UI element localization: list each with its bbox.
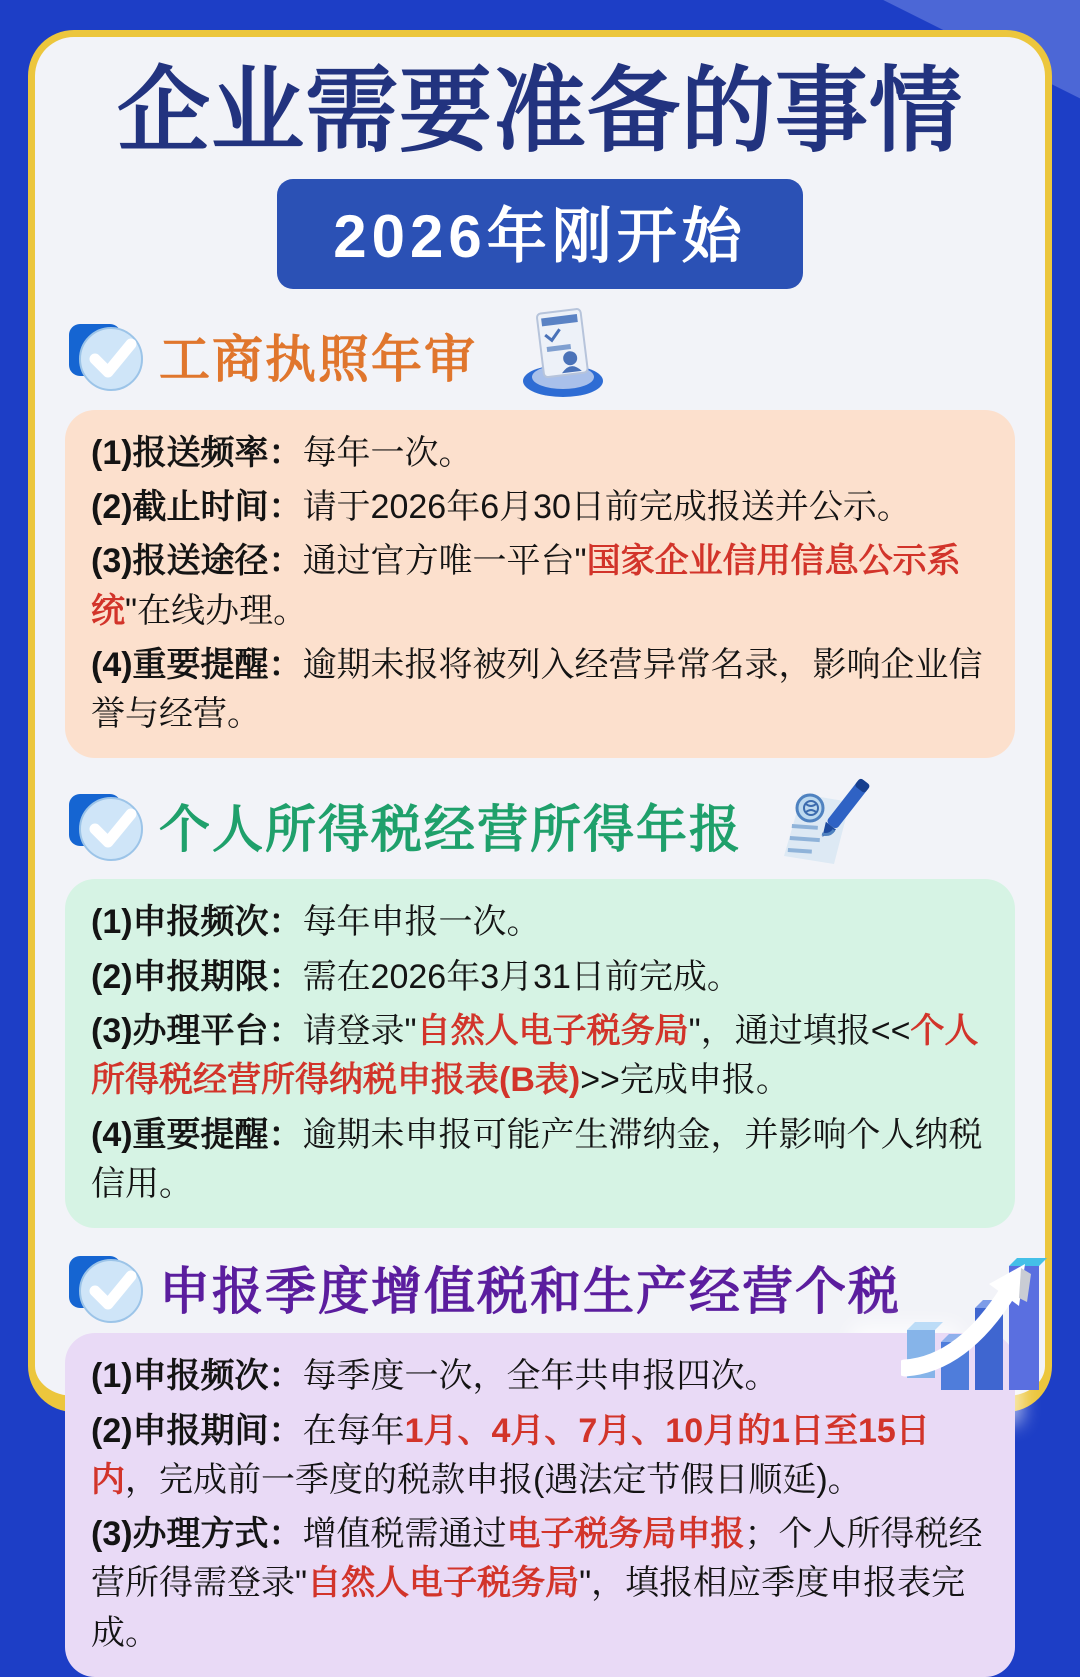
- item-text: 请于2026年6月30日前完成报送并公示。: [302, 487, 911, 526]
- item-label: (3)办理平台：: [91, 1012, 303, 1051]
- section-3: [63, 1246, 1017, 1677]
- list-item: [91, 1407, 989, 1506]
- license-document-icon: [511, 307, 615, 404]
- item-text: 每年申报一次。: [302, 903, 541, 942]
- item-text: ，完成前一季度的税款申报(遇法定节假日顺延)。: [125, 1460, 862, 1499]
- item-text: "，填报相应季度申报表完成。: [91, 1564, 966, 1652]
- list-item: [91, 1007, 989, 1106]
- item-text: "在线办理。: [125, 591, 308, 630]
- highlighted-text: 国家企业信用信息公示系统: [91, 542, 961, 630]
- highlighted-text: 1月、4月、7月、10月的1日至15日内: [91, 1411, 930, 1499]
- item-text: 每季度一次，全年共申报四次。: [302, 1357, 779, 1396]
- section-1: [63, 307, 1017, 759]
- list-item: [91, 641, 989, 740]
- section-header: [67, 1246, 1013, 1327]
- item-text: 请登录": [302, 1012, 417, 1051]
- item-label: (4)重要提醒：: [91, 1115, 303, 1154]
- sections-container: [63, 307, 1017, 1677]
- item-label: (1)报送频率：: [91, 433, 303, 472]
- section-title: 申报季度增值税和生产经营个税: [159, 1262, 902, 1320]
- item-label: (3)办理方式：: [91, 1515, 303, 1554]
- item-text: ；个人所得税经营所得需登录": [91, 1515, 983, 1603]
- growth-chart-icon: [901, 1246, 1053, 1399]
- section-header: [67, 776, 1013, 873]
- item-label: (1)申报频次：: [91, 1357, 303, 1396]
- item-text: >>完成申报。: [580, 1061, 790, 1100]
- section-content-box: [65, 879, 1015, 1228]
- poster-card: [28, 30, 1052, 1652]
- highlighted-text: 个人所得税经营所得纳税申报表(B表): [91, 1012, 979, 1100]
- item-text: 逾期未申报可能产生滞纳金，并影响个人纳税信用。: [91, 1115, 983, 1203]
- list-item: [91, 898, 989, 947]
- list-item: [91, 953, 989, 1002]
- section-content-box: [65, 410, 1015, 759]
- poster-title: 企业需要准备的事情: [117, 59, 963, 163]
- section-content-box: [65, 1333, 1015, 1677]
- check-icon: [67, 1248, 145, 1326]
- item-label: (2)截止时间：: [91, 487, 303, 526]
- item-text: 在每年: [302, 1411, 405, 1450]
- section-title: 个人所得税经营所得年报: [159, 800, 743, 858]
- section-header: [67, 307, 1013, 404]
- pen-checklist-icon: [776, 776, 876, 873]
- list-item: [91, 1352, 989, 1401]
- list-item: [91, 537, 989, 636]
- list-item: [91, 1111, 989, 1210]
- check-icon: [67, 786, 145, 864]
- check-icon: [67, 316, 145, 394]
- item-label: (3)报送途径：: [91, 542, 303, 581]
- item-label: (2)申报期限：: [91, 957, 303, 996]
- item-text: 通过官方唯一平台": [302, 542, 587, 581]
- highlighted-text: 电子税务局申报: [506, 1515, 745, 1554]
- item-text: 需在2026年3月31日前完成。: [302, 957, 741, 996]
- item-text: "，通过填报<<: [688, 1012, 911, 1051]
- list-item: [91, 1510, 989, 1658]
- item-text: 逾期未报将被列入经营异常名录，影响企业信誉与经营。: [91, 645, 983, 734]
- item-label: (2)申报期间：: [91, 1411, 303, 1450]
- highlighted-text: 自然人电子税务局: [416, 1012, 689, 1051]
- item-label: (4)重要提醒：: [91, 645, 303, 684]
- section-2: [63, 776, 1017, 1228]
- section-title: 工商执照年审: [159, 331, 478, 389]
- item-text: 增值税需通过: [302, 1515, 507, 1554]
- list-item: [91, 429, 989, 478]
- highlighted-text: 自然人电子税务局: [307, 1564, 580, 1603]
- item-text: 每年一次。: [302, 433, 473, 472]
- list-item: [91, 483, 989, 532]
- year-banner: 2026年刚开始: [277, 179, 802, 289]
- item-label: (1)申报频次：: [91, 903, 303, 942]
